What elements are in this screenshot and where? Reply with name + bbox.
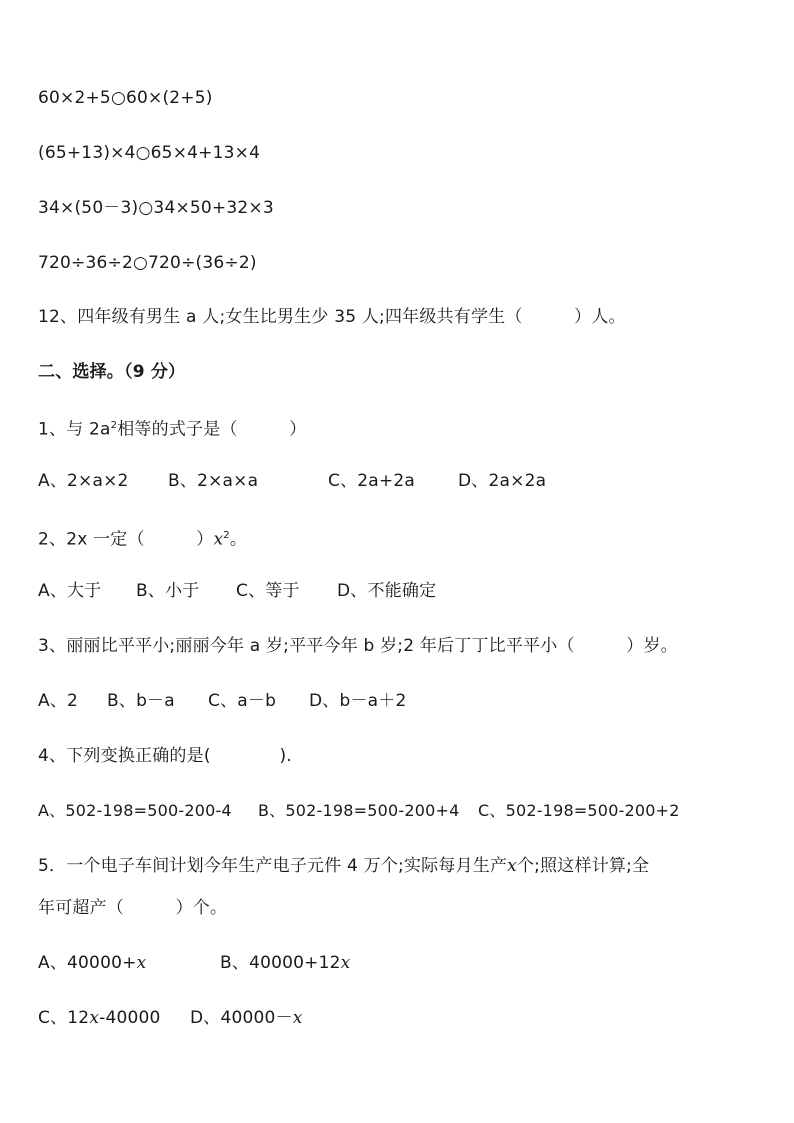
q5-option-c-text: C、12 [38,1008,90,1028]
q5-options-ab [38,951,350,975]
q5-stem-line2: 年可超产（ ）个。 [38,898,228,918]
comparison-4: 720÷36÷2○720÷(36÷2) [38,253,257,273]
q5-option-a-var: x [136,953,147,973]
q4-stem: 4、下列变换正确的是( ). [38,746,292,766]
q3-option-b: B、b－a [107,691,175,711]
q2-option-c: C、等于 [236,581,300,601]
q5-option-a [38,951,220,975]
q5-option-a-text: A、40000+ [38,953,137,973]
q1-option-a: A、2×a×2 [38,471,129,491]
section-title: 二、选择。（9 分） [38,362,186,382]
q5-option-d [190,1006,303,1030]
comparison-1: 60×2+5○60×(2+5) [38,88,213,108]
q5-option-b-var: x [340,953,351,973]
q4-options [38,799,680,823]
q1-stem-b: 相等的式子是（ ） [117,419,307,440]
comparison-3: 34×(50－3)○34×50+32×3 [38,198,274,218]
q1-option-c: C、2a+2a [328,471,415,491]
q5-option-c [38,1006,190,1030]
q1-stem [38,414,306,442]
q3-option-d: D、b－a＋2 [309,691,407,711]
q4-option-c: C、502-198=500-200+2 [478,801,680,820]
q1-exponent: 2 [110,420,118,431]
q5-option-c-var: x [89,1008,100,1028]
q5-stem-a: 5．一个电子车间计划今年生产电子元件 4 万个;实际每月生产 [38,856,508,876]
q5-variable: x [507,856,517,876]
q4-option-b: B、502-198=500-200+4 [258,801,460,820]
q5-option-b-text: B、40000+12 [220,953,341,973]
q2-stem-a: 2、2x 一定（ ） [38,529,214,550]
q5-option-d-text: D、40000－ [190,1008,293,1028]
q5-option-d-var: x [292,1008,303,1028]
q5-stem-line1 [38,854,649,878]
q4-option-a: A、502-198=500-200-4 [38,801,232,820]
q2-options [38,579,436,603]
q5-option-c-tail: -40000 [99,1008,161,1028]
q2-option-b: B、小于 [136,581,200,601]
q1-options [38,469,546,493]
comparison-2: (65+13)×4○65×4+13×4 [38,143,261,163]
q3-option-a: A、2 [38,691,79,711]
q2-stem-b: 。 [229,529,248,550]
q2-variable: x [213,529,224,550]
q2-option-a: A、大于 [38,581,102,601]
q2-option-d: D、不能确定 [337,581,437,601]
q1-stem-a: 1、与 2a [38,419,111,440]
q5-option-b [220,951,350,975]
q3-stem: 3、丽丽比平平小;丽丽今年 a 岁;平平今年 b 岁;2 年后丁丁比平平小（ ）岁。 [38,636,678,656]
q2-exponent: 2 [223,530,230,541]
q5-options-cd [38,1006,303,1030]
q1-option-b: B、2×a×a [168,471,259,491]
q3-option-c: C、a－b [208,691,277,711]
q2-stem [38,524,247,552]
question-12: 12、四年级有男生 a 人;女生比男生少 35 人;四年级共有学生（ ）人。 [38,307,626,327]
q1-option-d: D、2a×2a [458,471,547,491]
q5-stem-b: 个;照这样计算;全 [516,856,650,876]
q3-options [38,689,407,713]
